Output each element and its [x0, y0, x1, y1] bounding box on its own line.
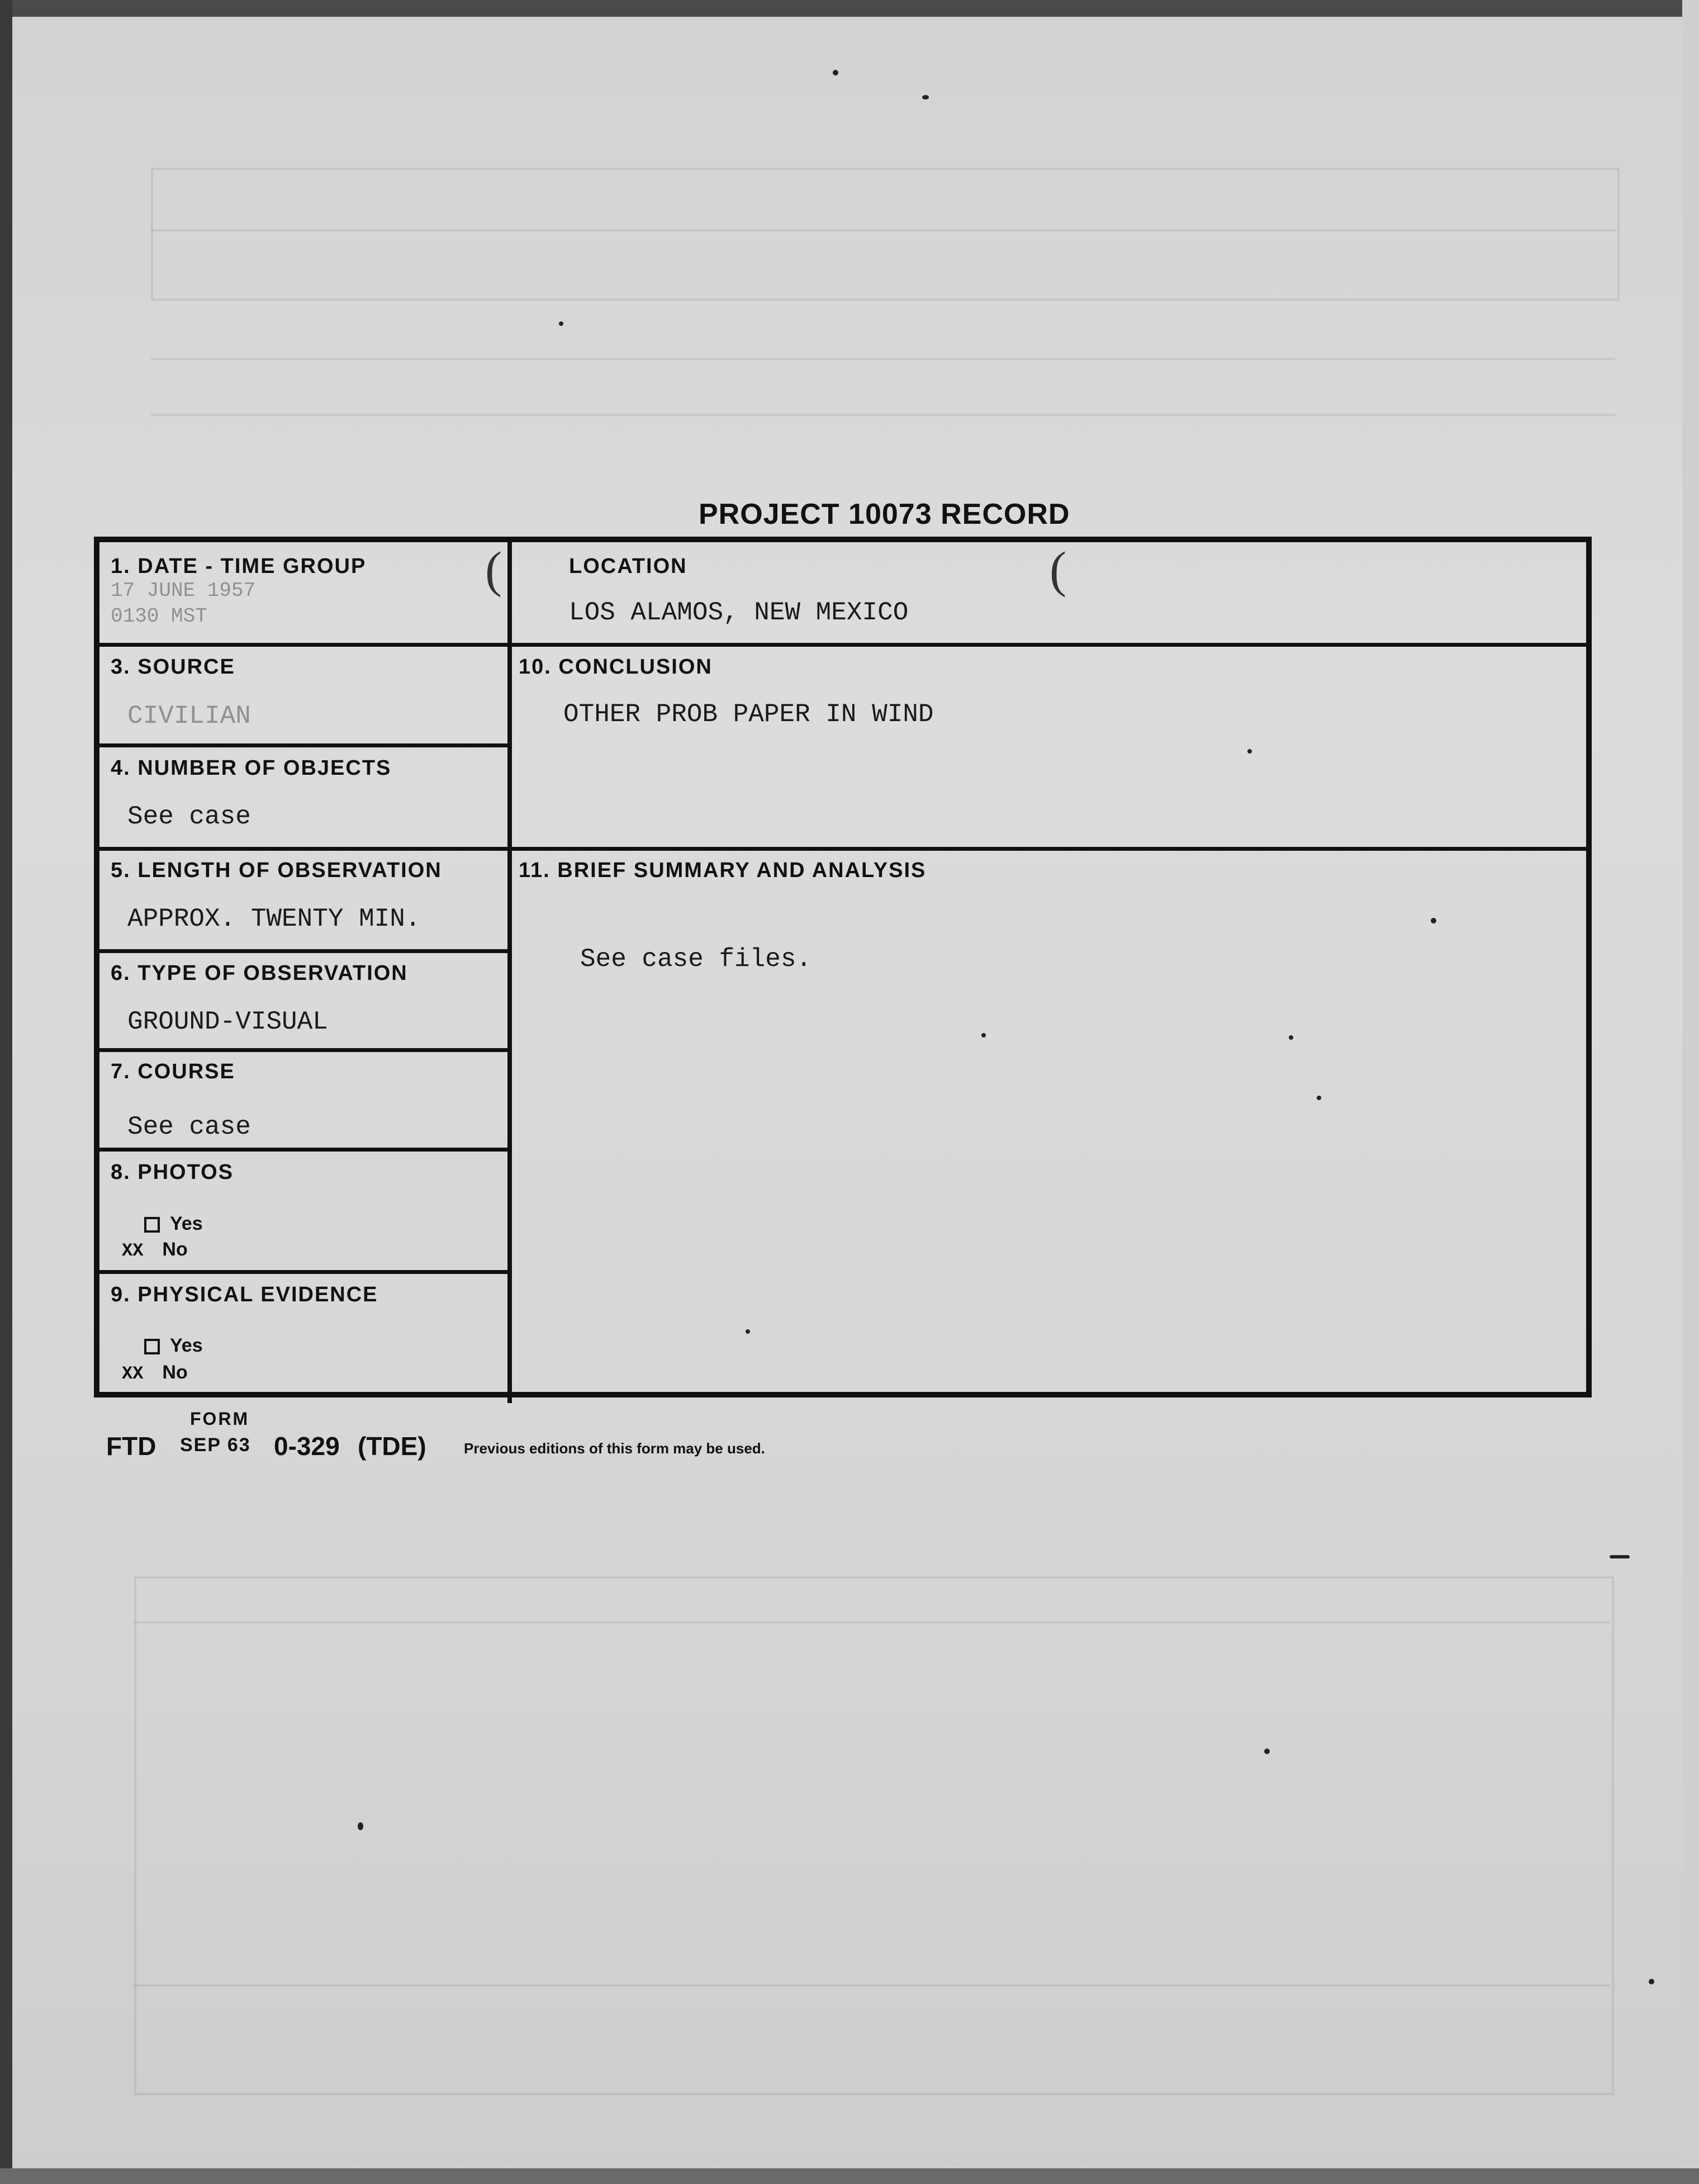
type-of-observation-value: GROUND-VISUAL — [127, 1007, 328, 1036]
footer-form-number: 0-329 — [274, 1432, 340, 1461]
photos-no-checkbox — [148, 1243, 159, 1258]
source-value: CIVILIAN — [127, 702, 251, 731]
source-label: 3. SOURCE — [111, 655, 235, 679]
location-label: LOCATION — [569, 555, 687, 578]
handwritten-paren: ( — [1050, 542, 1066, 598]
handwritten-paren: ( — [485, 542, 502, 598]
photos-no-option — [122, 1239, 188, 1261]
summary-value: See case files. — [580, 945, 812, 974]
scan-speck — [981, 1033, 986, 1037]
scan-speck — [922, 95, 929, 100]
conclusion-value: OTHER PROB PAPER IN WIND — [563, 700, 934, 729]
course-value: See case — [127, 1112, 251, 1141]
physical-evidence-no-mark: XX — [122, 1363, 144, 1384]
physical-evidence-no-option — [122, 1362, 188, 1384]
physical-evidence-yes-checkbox — [144, 1339, 160, 1354]
scan-speck — [1317, 1096, 1321, 1100]
scan-speck — [1431, 918, 1436, 923]
length-of-observation-value: APPROX. TWENTY MIN. — [127, 904, 421, 934]
column-divider — [507, 542, 512, 1403]
form-title: PROJECT 10073 RECORD — [699, 498, 1070, 530]
physical-evidence-no-checkbox — [148, 1366, 159, 1381]
physical-evidence-yes-label: Yes — [170, 1335, 203, 1356]
photos-yes-checkbox — [144, 1217, 160, 1233]
footer-form-word: FORM — [190, 1409, 250, 1429]
row-divider — [99, 743, 507, 747]
ghost-line — [151, 358, 1615, 360]
physical-evidence-no-label: No — [162, 1362, 188, 1383]
photos-no-mark: XX — [122, 1240, 144, 1261]
ghost-line — [134, 1984, 1610, 1987]
scan-speck — [833, 70, 838, 75]
footer-office: (TDE) — [358, 1432, 426, 1461]
scan-speck — [358, 1822, 363, 1830]
photos-yes-label: Yes — [170, 1213, 203, 1234]
date-time-group-value: 17 JUNE 1957 — [111, 579, 256, 602]
scan-speck — [1610, 1555, 1630, 1558]
location-value: LOS ALAMOS, NEW MEXICO — [569, 598, 909, 627]
ghost-line — [134, 1621, 1610, 1623]
photos-label: 8. PHOTOS — [111, 1160, 234, 1184]
scan-edge-bottom — [0, 2168, 1699, 2184]
scan-speck — [1649, 1979, 1654, 1984]
row-divider — [99, 643, 1586, 647]
ghost-line — [151, 229, 1615, 231]
record-form — [94, 537, 1592, 1397]
scan-edge-right — [1682, 0, 1699, 2184]
ghost-line — [151, 414, 1615, 416]
scan-speck — [1247, 749, 1252, 754]
number-of-objects-label: 4. NUMBER OF OBJECTS — [111, 756, 392, 780]
scan-speck — [1264, 1749, 1270, 1754]
ghost-form-top — [151, 168, 1620, 301]
footer-note: Previous editions of this form may be used. — [464, 1440, 765, 1457]
scan-speck — [559, 321, 563, 326]
date-time-group-label: 1. DATE - TIME GROUP — [111, 555, 367, 578]
scan-speck — [746, 1329, 750, 1334]
scan-speck — [1289, 1035, 1293, 1040]
row-divider — [99, 1048, 507, 1052]
row-divider — [99, 847, 1586, 851]
scan-edge-top — [0, 0, 1699, 17]
row-divider — [99, 1148, 507, 1152]
number-of-objects-value: See case — [127, 802, 251, 831]
physical-evidence-label: 9. PHYSICAL EVIDENCE — [111, 1283, 378, 1306]
conclusion-label: 10. CONCLUSION — [519, 655, 713, 679]
footer-ftd: FTD — [106, 1432, 156, 1461]
course-label: 7. COURSE — [111, 1060, 235, 1083]
row-divider — [99, 949, 507, 953]
ghost-form-bottom — [134, 1576, 1614, 2095]
date-time-group-value-2: 0130 MST — [111, 605, 207, 628]
physical-evidence-yes-option — [144, 1335, 203, 1357]
photos-no-label: No — [162, 1239, 188, 1260]
footer-date-code: SEP 63 — [180, 1434, 251, 1456]
photos-yes-option — [144, 1213, 203, 1235]
row-divider — [99, 1270, 507, 1274]
summary-label: 11. BRIEF SUMMARY AND ANALYSIS — [519, 859, 927, 882]
scan-edge-left — [0, 0, 12, 2184]
type-of-observation-label: 6. TYPE OF OBSERVATION — [111, 961, 408, 985]
length-of-observation-label: 5. LENGTH OF OBSERVATION — [111, 859, 442, 882]
